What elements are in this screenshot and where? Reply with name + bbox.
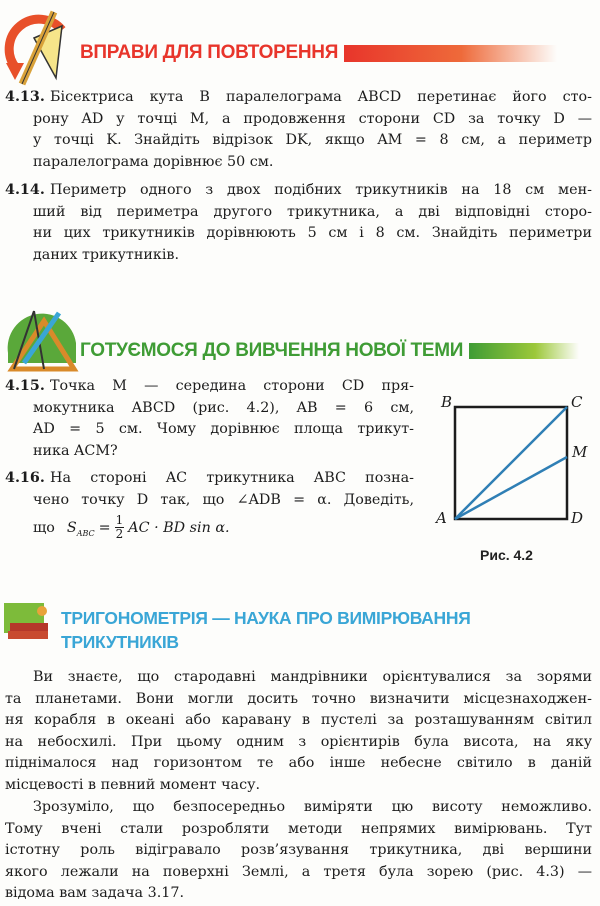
problem-text-line: ни цих трикутників дорівнюють 5 см і 8 см. Знайдіть периметри [33,225,592,241]
point-label-b: B [441,393,453,411]
section-title-prepare: ГОТУЄМОСЯ ДО ВИВЧЕННЯ НОВОЇ ТЕМИ [80,340,464,361]
books-icon [4,603,54,645]
problem-text-line: даних трикутників. [33,247,179,263]
pencil-triangle-icon [4,8,79,88]
paragraph-line: та планетами. Вони могли досить точно визначити місцезнаходжен- [5,691,592,707]
formula-lhs: S [66,519,77,536]
problem-text-line: AD = 5 см. Чому дорівнює площа трикут- [33,421,414,437]
section-title-trigonometry-line1: ТРИГОНОМЕТРІЯ — НАУКА ПРО ВИМІРЮВАННЯ [61,608,471,628]
area-formula [33,514,230,541]
problem-number: 4.15. [5,378,45,394]
problem-text-line: паралелограма дорівнює 50 см. [33,154,274,170]
section-header-prepare [80,340,579,362]
paragraph-line: піднімалося над горизонтом те або інше небесне світило в даній [5,755,592,771]
problem-number: 4.16. [5,470,45,486]
formula-prefix: що [33,519,55,536]
paragraph-line: на небосхилі. При цьому одним з орієнтирів була висота, на яку [5,734,592,750]
problem-number: 4.14. [5,182,45,198]
point-label-m: M [572,443,588,461]
problem-text-line: Бісектриса кута B паралелограма ABCD перетинає його сто- [50,89,592,105]
paragraph-line: ня корабля в океані або каравану в пустелі за розташуванням світил [5,712,592,728]
paragraph-line: істотну роль відігравало розв’язування трикутника, дві вершини [5,842,592,858]
paragraph-line: якого лежали на поверхні Землі, а третя була зорею (рис. 4.3) — [5,864,592,880]
problem-number: 4.13. [5,89,45,105]
section-title-review: ВПРАВИ ДЛЯ ПОВТОРЕННЯ [80,42,339,63]
point-label-c: C [571,393,583,411]
problem-text-line: рону AD у точці M, а продовження сторони CD за точку D — [33,111,592,127]
section-header-review [80,42,557,64]
problem-text-line: чено точку D так, що ∠ADB = α. Доведіть, [33,492,414,508]
figure-caption: Рис. 4.2 [480,547,533,563]
paragraph-line: Зрозуміло, що безпосередньо виміряти цю висоту неможливо. [33,799,592,815]
title-bar-decoration [469,343,579,359]
problem-text-line: мокутника ABCD (рис. 4.2), AB = 6 см, [33,400,414,416]
point-label-d: D [571,509,584,527]
title-bar-decoration [344,45,557,62]
problem-text-line: Точка M — середина сторони CD пря- [50,378,414,394]
fraction-numerator: 1 [115,513,124,527]
problem-text-line: ника ACM? [33,443,118,459]
formula-rhs: AC · BD sin α. [128,519,230,536]
section-title-trigonometry-line2: ТРИКУТНИКІВ [61,632,179,652]
fraction-one-half [115,514,125,541]
point-label-a: A [436,509,447,527]
paragraph-line: місцевості в певний момент часу. [5,777,261,793]
paragraph-line: Ви знаєте, що стародавні мандрівники орієнтувалися за зорями [33,669,592,685]
compass-protractor-icon [4,303,79,375]
problem-text-line: ший від периметра другого трикутника, а дві відповідні сторо- [33,204,592,220]
formula-equals: = [98,519,111,536]
problem-text-line: у точці K. Знайдіть відрізок DK, якщо AM = 8 см, а периметр [33,132,592,148]
formula-subscript: ABC [76,529,95,538]
paragraph-line: Тому вчені стали розробляти методи непрямих вимірювань. Тут [5,821,592,837]
problem-text-line: На стороні AC трикутника ABC позна- [50,470,414,486]
problem-text-line: Периметр одного з двох подібних трикутників на 18 см мен- [50,182,592,198]
paragraph-line: відома вам задача 3.17. [5,885,185,901]
fraction-denominator: 2 [115,527,124,541]
